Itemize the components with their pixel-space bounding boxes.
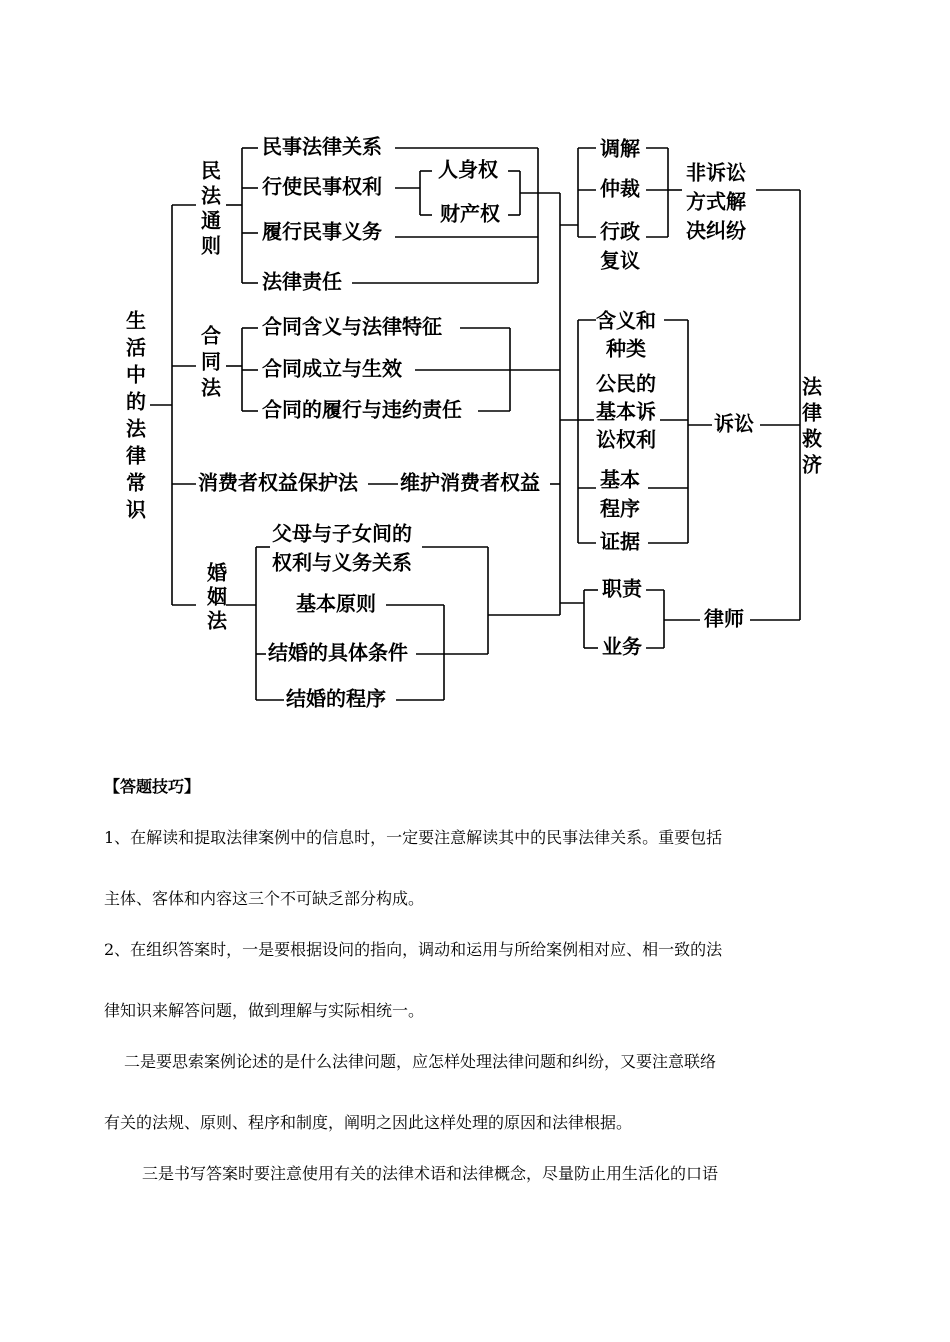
basic-procedure-node: 程序	[600, 496, 640, 521]
litigation-node: 诉讼	[714, 411, 754, 436]
litigation-rights-node: 讼权利	[596, 427, 656, 452]
marriage-procedure-node: 结婚的程序	[286, 686, 386, 711]
paragraph-line: 二是要思索案例论述的是什么法律问题，应怎样处理法律问题和纠纷，又要注意联络	[124, 1052, 717, 1071]
paragraph-line: 律知识来解答问题，做到理解与实际相统一。	[104, 1001, 425, 1020]
exercise-rights-node: 行使民事权利	[262, 174, 382, 199]
basic-procedure-node: 基本	[600, 467, 640, 492]
branch-char: 合	[201, 323, 221, 348]
fulfill-duties-node: 履行民事义务	[262, 219, 382, 244]
root-char: 活	[126, 335, 146, 360]
evidence-node: 证据	[600, 529, 640, 554]
civil-relation-node: 民事法律关系	[262, 134, 382, 159]
nonlitigation-node: 决纠纷	[686, 218, 746, 243]
root-char: 常	[126, 470, 146, 495]
litigation-meaning-node: 种类	[606, 336, 646, 361]
property-rights-node: 财产权	[440, 201, 500, 226]
marriage-law-branch-label	[206, 561, 228, 633]
nonlitigation-node: 非诉讼	[686, 160, 746, 185]
paragraph-line: 主体、客体和内容这三个不可缺乏部分构成。	[104, 889, 425, 908]
parent-child-node: 权利与义务关系	[272, 550, 412, 575]
mediation-node: 调解	[600, 136, 640, 161]
personal-rights-node: 人身权	[438, 157, 498, 182]
root-char: 中	[126, 362, 146, 387]
branch-char: 同	[201, 349, 221, 374]
litigation-rights-node: 公民的	[596, 371, 656, 396]
contract-law-branch-label	[201, 324, 222, 400]
paragraph-line: 1、在解读和提取法律案例中的信息时，一定要注意解读其中的民事法律关系。重要包括	[104, 828, 723, 847]
civil-law-branch-label	[201, 159, 222, 258]
marriage-conditions-node: 结婚的具体条件	[268, 640, 408, 665]
consumer-rights-node: 维护消费者权益	[400, 470, 540, 495]
paragraph-line: 三是书写答案时要注意使用有关的法律术语和法律概念，尽量防止用生活化的口语	[142, 1164, 719, 1183]
basic-principle-node: 基本原则	[296, 591, 376, 616]
litigation-meaning-node: 含义和	[596, 308, 656, 333]
remedy-char: 救	[802, 426, 822, 451]
branch-char: 婚	[207, 560, 227, 585]
admin-review-node: 行政	[600, 219, 640, 244]
branch-char: 法	[201, 375, 221, 400]
legal-liability-node: 法律责任	[262, 269, 342, 294]
paragraph-line: 2、在组织答案时，一是要根据设问的指向，调动和运用与所给案例相对应、相一致的法	[104, 940, 723, 959]
root-char: 生	[126, 308, 146, 333]
nonlitigation-node: 方式解	[686, 189, 746, 214]
section-title: 【答题技巧】	[104, 777, 201, 796]
consumer-law-node: 消费者权益保护法	[198, 470, 358, 495]
branch-char: 民	[201, 158, 221, 183]
contract-meaning-node: 合同含义与法律特征	[262, 314, 442, 339]
parent-child-node: 父母与子女间的	[272, 521, 412, 546]
branch-char: 姻	[207, 584, 227, 609]
contract-formation-node: 合同成立与生效	[262, 356, 402, 381]
remedy-char: 律	[802, 400, 822, 425]
branch-char: 法	[201, 183, 221, 208]
lawyer-node: 律师	[704, 606, 744, 631]
litigation-rights-node: 基本诉	[596, 399, 656, 424]
branch-char: 则	[201, 233, 221, 258]
paragraph-line: 有关的法规、原则、程序和制度，阐明之因此这样处理的原因和法律根据。	[104, 1113, 633, 1132]
root-char: 法	[126, 416, 146, 441]
branch-char: 通	[201, 208, 221, 233]
root-char: 的	[126, 389, 146, 414]
root-char: 律	[126, 443, 146, 468]
branch-char: 法	[207, 608, 227, 633]
contract-performance-node: 合同的履行与违约责任	[262, 397, 462, 422]
root-label	[126, 309, 147, 522]
lawyer-business-node: 业务	[602, 634, 642, 659]
legal-remedy-label	[802, 375, 823, 477]
root-char: 识	[126, 497, 146, 522]
remedy-char: 济	[802, 452, 822, 477]
admin-review-node: 复议	[600, 248, 640, 273]
remedy-char: 法	[802, 374, 822, 399]
lawyer-duty-node: 职责	[602, 576, 642, 601]
arbitration-node: 仲裁	[600, 176, 640, 201]
